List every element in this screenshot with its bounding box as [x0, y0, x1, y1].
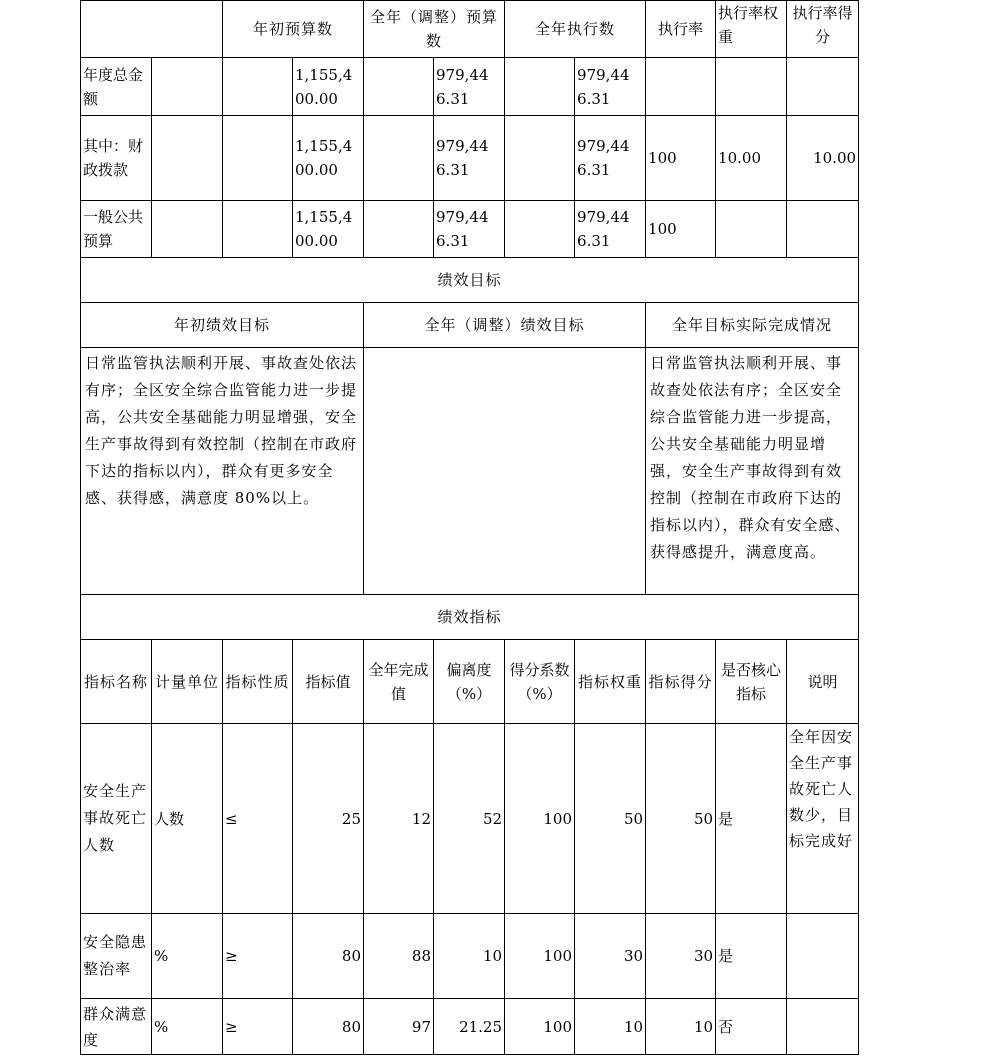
goals-header-adjusted: 全年（调整）绩效目标 [364, 303, 646, 348]
indicator-header-note: 说明 [787, 640, 859, 724]
indicator-actual: 97 [364, 999, 434, 1055]
budget-initial-value: 1,155,400.00 [293, 116, 364, 201]
budget-empty-cell [505, 116, 575, 201]
budget-empty-cell [223, 116, 293, 201]
indicator-header-name: 指标名称 [81, 640, 152, 724]
budget-empty-cell [223, 201, 293, 258]
budget-score-value: 10.00 [787, 116, 859, 201]
indicator-header-deviation: 偏离度（%） [434, 640, 505, 724]
indicator-coef: 100 [505, 999, 575, 1055]
budget-adjusted-value: 979,446.31 [434, 116, 505, 201]
budget-empty-cell [223, 58, 293, 116]
goals-adjusted-text [364, 348, 646, 595]
indicator-name: 安全生产事故死亡人数 [81, 724, 152, 914]
indicator-header-unit: 计量单位 [152, 640, 223, 724]
goals-actual-text: 日常监管执法顺利开展、事故查处依法有序；全区安全综合监管能力进一步提高，公共安全基础能力明显增强，安全生产事故得到有效控制（控制在市政府下达的指标以内），群众有安全感、获得感提升，满意度高。 [646, 348, 859, 595]
indicator-weight: 10 [575, 999, 646, 1055]
budget-row [81, 58, 859, 116]
budget-header-rate: 执行率 [646, 1, 716, 58]
indicator-header-weight: 指标权重 [575, 640, 646, 724]
goals-header-row [81, 303, 859, 348]
indicator-actual: 12 [364, 724, 434, 914]
budget-adjusted-value: 979,446.31 [434, 58, 505, 116]
budget-row-label: 其中：财政拨款 [81, 116, 152, 201]
performance-table [80, 0, 859, 1055]
indicator-weight: 50 [575, 724, 646, 914]
indicator-header-core: 是否核心指标 [716, 640, 787, 724]
indicator-note: 全年因安全生产事故死亡人数少，目标完成好 [787, 724, 859, 914]
budget-executed-value: 979,446.31 [575, 116, 646, 201]
budget-weight-value: 10.00 [716, 116, 787, 201]
goals-content-row [81, 348, 859, 595]
goals-initial-text: 日常监管执法顺利开展、事故查处依法有序；全区安全综合监管能力进一步提高，公共安全基础能力明显增强，安全生产事故得到有效控制（控制在市政府下达的指标以内），群众有更多安全感、获得感，满意度 80%以上。 [81, 348, 364, 595]
indicator-unit: % [152, 914, 223, 999]
indicator-nature: ≤ [223, 724, 293, 914]
budget-row-label: 一般公共预算 [81, 201, 152, 258]
indicator-deviation: 10 [434, 914, 505, 999]
budget-header-initial: 年初预算数 [223, 1, 364, 58]
indicator-target: 80 [293, 999, 364, 1055]
indicator-note [787, 914, 859, 999]
indicators-section-title: 绩效指标 [81, 595, 859, 640]
budget-row [81, 201, 859, 258]
indicator-row [81, 999, 859, 1055]
budget-empty-cell [505, 201, 575, 258]
budget-header-executed: 全年执行数 [505, 1, 646, 58]
budget-rate-value: 100 [646, 116, 716, 201]
indicator-score: 30 [646, 914, 716, 999]
indicator-row [81, 914, 859, 999]
indicator-unit: 人数 [152, 724, 223, 914]
budget-executed-value: 979,446.31 [575, 201, 646, 258]
budget-empty-cell [152, 201, 223, 258]
budget-header-blank [81, 1, 223, 58]
budget-row [81, 116, 859, 201]
budget-empty-cell [152, 116, 223, 201]
budget-rate-value [646, 58, 716, 116]
indicator-row [81, 724, 859, 914]
indicator-nature: ≥ [223, 999, 293, 1055]
budget-header-row [81, 1, 859, 58]
indicator-nature: ≥ [223, 914, 293, 999]
budget-empty-cell [505, 58, 575, 116]
indicator-target: 25 [293, 724, 364, 914]
budget-score-value [787, 201, 859, 258]
goals-title-row [81, 258, 859, 303]
indicator-score: 50 [646, 724, 716, 914]
indicator-header-target: 指标值 [293, 640, 364, 724]
indicator-name: 安全隐患整治率 [81, 914, 152, 999]
indicator-core: 否 [716, 999, 787, 1055]
goals-section-title: 绩效目标 [81, 258, 859, 303]
indicators-header-row [81, 640, 859, 724]
indicator-note [787, 999, 859, 1055]
indicator-header-score: 指标得分 [646, 640, 716, 724]
budget-score-value [787, 58, 859, 116]
indicator-deviation: 21.25 [434, 999, 505, 1055]
budget-initial-value: 1,155,400.00 [293, 201, 364, 258]
budget-adjusted-value: 979,446.31 [434, 201, 505, 258]
budget-rate-value: 100 [646, 201, 716, 258]
indicator-header-nature: 指标性质 [223, 640, 293, 724]
indicator-name: 群众满意度 [81, 999, 152, 1055]
indicator-header-actual: 全年完成值 [364, 640, 434, 724]
budget-initial-value: 1,155,400.00 [293, 58, 364, 116]
indicator-coef: 100 [505, 914, 575, 999]
indicators-title-row [81, 595, 859, 640]
indicator-actual: 88 [364, 914, 434, 999]
budget-empty-cell [364, 116, 434, 201]
indicator-unit: % [152, 999, 223, 1055]
budget-executed-value: 979,446.31 [575, 58, 646, 116]
indicator-score: 10 [646, 999, 716, 1055]
indicator-core: 是 [716, 914, 787, 999]
budget-header-weight: 执行率权重 [716, 1, 787, 58]
indicator-header-coef: 得分系数（%） [505, 640, 575, 724]
indicator-deviation: 52 [434, 724, 505, 914]
budget-row-label: 年度总金额 [81, 58, 152, 116]
indicator-core: 是 [716, 724, 787, 914]
indicator-coef: 100 [505, 724, 575, 914]
budget-weight-value [716, 201, 787, 258]
goals-header-initial: 年初绩效目标 [81, 303, 364, 348]
budget-weight-value [716, 58, 787, 116]
indicator-target: 80 [293, 914, 364, 999]
indicator-weight: 30 [575, 914, 646, 999]
budget-empty-cell [152, 58, 223, 116]
budget-empty-cell [364, 201, 434, 258]
budget-header-adjusted: 全年（调整）预算数 [364, 1, 505, 58]
budget-empty-cell [364, 58, 434, 116]
goals-header-actual: 全年目标实际完成情况 [646, 303, 859, 348]
budget-header-score: 执行率得分 [787, 1, 859, 58]
